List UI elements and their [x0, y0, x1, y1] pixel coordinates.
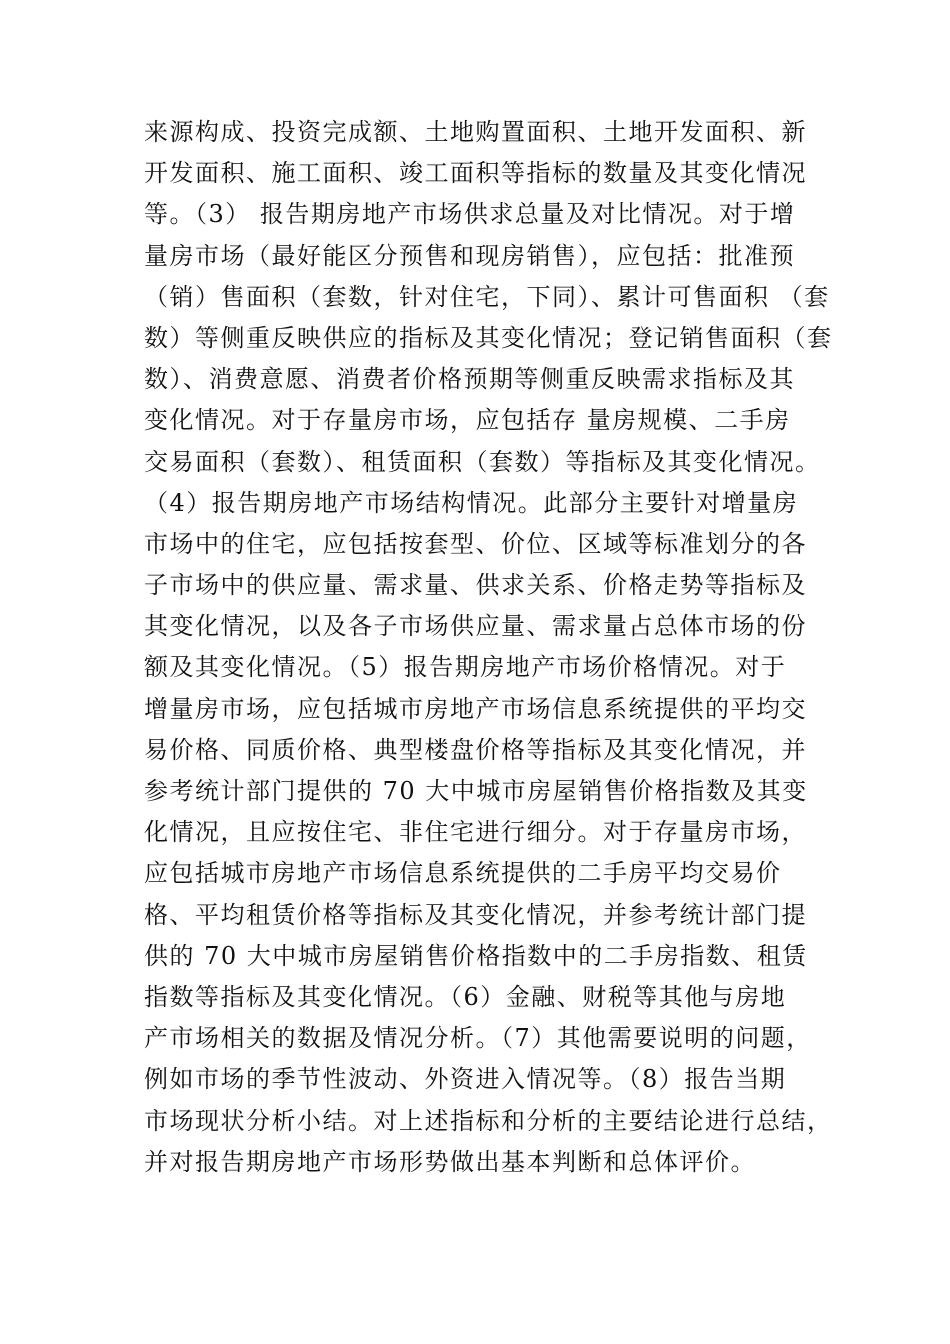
text-line-11: 市场中的住宅，应包括按套型、价位、区域等标准划分的各 — [144, 529, 807, 558]
text-line-9: 交易面积（套数）、租赁面积（套数）等指标及其变化情况。 — [144, 447, 821, 476]
text-line-10: （4）报告期房地产市场结构情况。此部分主要针对增量房 — [144, 488, 799, 517]
text-line-2: 开发面积、施工面积、竣工面积等指标的数量及其变化情况 — [144, 159, 807, 188]
text-line-24: 例如市场的季节性波动、外资进入情况等。（8）报告当期 — [144, 1065, 787, 1094]
text-line-15: 增量房市场，应包括城市房地产市场信息系统提供的平均交 — [144, 694, 807, 723]
text-line-25: 市场现状分析小结。对上述指标和分析的主要结论进行总结， — [144, 1106, 833, 1135]
text-line-23: 产市场相关的数据及情况分析。（7）其他需要说明的问题， — [144, 1024, 812, 1053]
text-line-22: 指数等指标及其变化情况。（6）金融、财税等其他与房地 — [144, 982, 787, 1011]
text-line-17: 参考统计部门提供的 70 大中城市房屋销售价格指数及其变 — [144, 777, 808, 805]
text-line-1: 来源构成、投资完成额、土地购置面积、土地开发面积、新 — [144, 118, 807, 146]
text-line-5: （销）售面积（套数，针对住宅，下同）、累计可售面积 （套 — [144, 282, 830, 311]
text-line-12: 子市场中的供应量、需求量、供求关系、价格走势等指标及 — [144, 571, 807, 600]
text-line-20: 格、平均租赁价格等指标及其变化情况，并参考统计部门提 — [144, 900, 807, 929]
body-paragraph — [144, 112, 833, 1183]
text-line-7: 数）、消费意愿、消费者价格预期等侧重反映需求指标及其 — [144, 365, 795, 394]
text-line-13: 其变化情况，以及各子市场供应量、需求量占总体市场的份 — [144, 612, 807, 641]
text-line-21: 供的 70 大中城市房屋销售价格指数中的二手房指数、租赁 — [144, 941, 808, 970]
text-line-3: 等。（3） 报告期房地产市场供求总量及对比情况。对于增 — [144, 200, 796, 229]
text-line-14: 额及其变化情况。（5）报告期房地产市场价格情况。对于 — [144, 653, 787, 682]
text-line-8: 变化情况。对于存量房市场，应包括存 量房规模、二手房 — [144, 406, 791, 435]
text-line-19: 应包括城市房地产市场信息系统提供的二手房平均交易价 — [144, 859, 782, 888]
text-line-16: 易价格、同质价格、典型楼盘价格等指标及其变化情况，并 — [144, 735, 807, 764]
text-line-6: 数）等侧重反映供应的指标及其变化情况；登记销售面积（套 — [144, 323, 833, 352]
text-line-26: 并对报告期房地产市场形势做出基本判断和总体评价。 — [144, 1147, 756, 1176]
text-line-18: 化情况，且应按住宅、非住宅进行细分。对于存量房市场， — [144, 818, 807, 847]
text-line-4: 量房市场（最好能区分预售和现房销售），应包括：批准预 — [144, 241, 795, 270]
